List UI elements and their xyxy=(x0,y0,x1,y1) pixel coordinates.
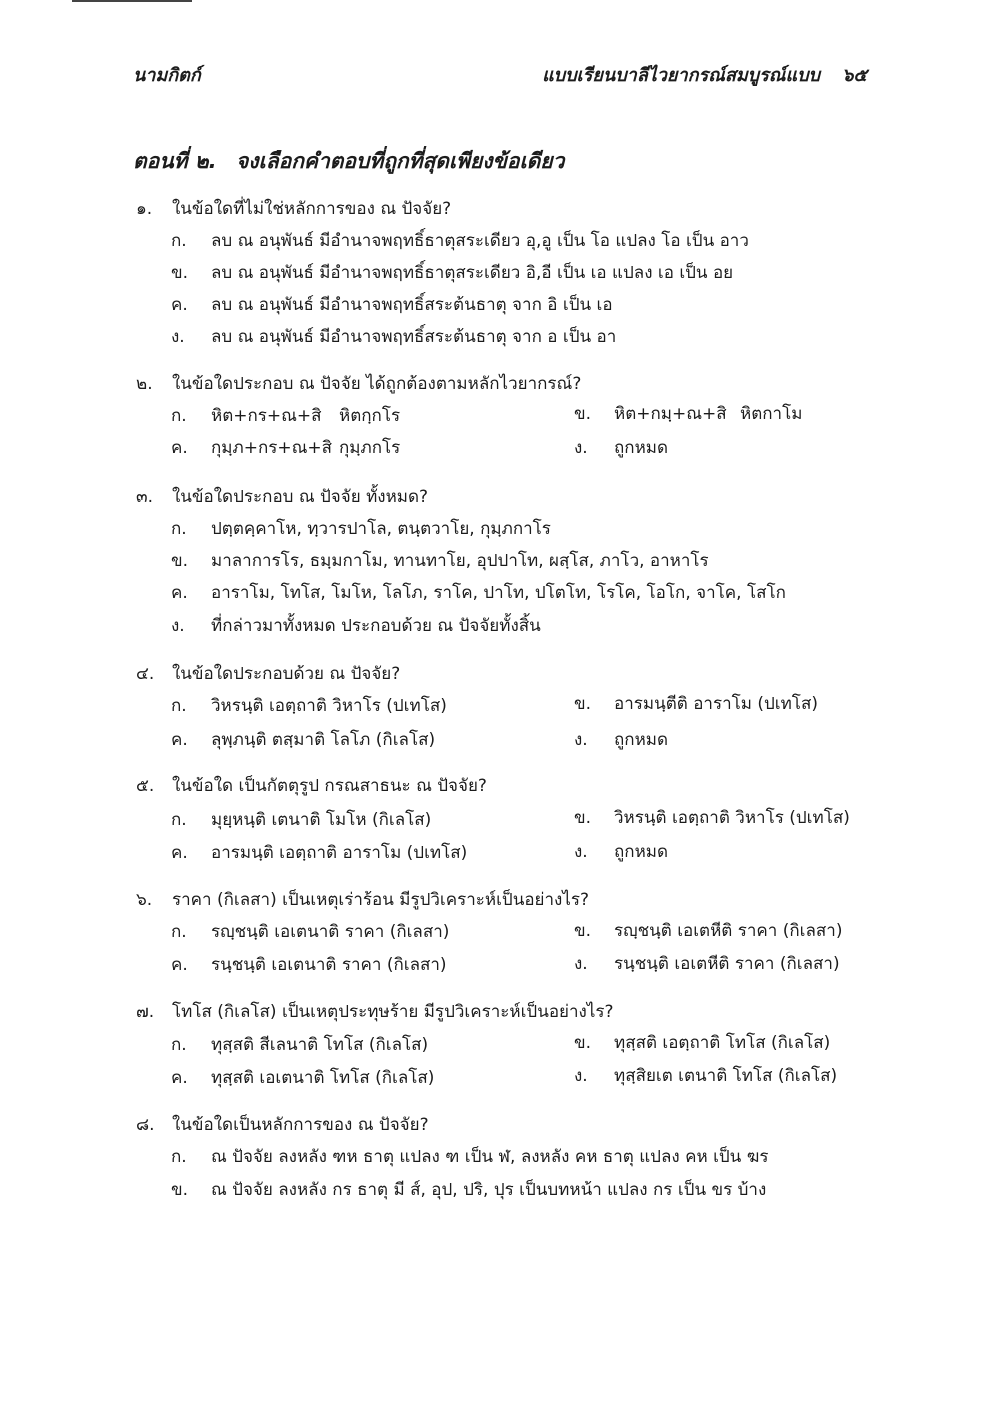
question-text: ในข้อใดที่ไม่ใช่หลักการของ ณ ปัจจัย? xyxy=(172,199,452,219)
option-6c: ค. รนฺชนฺติ เอเตนาติ ราคา (กิเลสา) xyxy=(171,955,447,975)
option-4a: ก. วิหรนฺติ เอตฺถาติ วิหาโร (ปเทโส) xyxy=(171,696,447,716)
section-heading xyxy=(133,145,564,178)
question-1 xyxy=(136,195,451,222)
question-text: ในข้อใดประกอบด้วย ณ ปัจจัย? xyxy=(172,664,401,684)
question-8 xyxy=(136,1111,429,1138)
top-rule xyxy=(72,0,192,2)
option-1a: ก. ลบ ณ อนุพันธ์ มีอำนาจพฤทธิ์ธาตุสระเดียว อุ,อู เป็น โอ แปลง โอ เป็น อาว xyxy=(171,231,749,251)
option-5c: ค. อารมนฺติ เอตฺถาติ อาราโม (ปเทโส) xyxy=(171,843,468,863)
question-text: ในข้อใดเป็นหลักการของ ณ ปัจจัย? xyxy=(172,1115,429,1135)
question-number: ๑. xyxy=(136,199,153,219)
question-7 xyxy=(136,998,614,1025)
option-7a: ก. ทุสฺสติ สีเลนาติ โทโส (กิเลโส) xyxy=(171,1035,429,1055)
question-number: ๖. xyxy=(136,890,153,910)
running-header-left: นามกิตก์ xyxy=(133,65,201,86)
question-number: ๕. xyxy=(136,776,155,796)
option-5b: ข. วิหรนฺติ เอตฺถาติ วิหาโร (ปเทโส) xyxy=(574,808,850,828)
option-4c: ค. ลุพฺภนฺติ ตสฺมาติ โลโภ (กิเลโส) xyxy=(171,730,436,750)
question-text: ราคา (กิเลสา) เป็นเหตุเร่าร้อน มีรูปวิเคราะห์เป็นอย่างไร? xyxy=(172,890,590,910)
option-8a: ก. ณ ปัจจัย ลงหลัง ฑห ธาตุ แปลง ฑ เป็น ฬ, ลงหลัง คห ธาตุ แปลง คห เป็น ฆร xyxy=(171,1147,769,1167)
question-number: ๘. xyxy=(136,1115,155,1135)
question-text: ในข้อใดประกอบ ณ ปัจจัย ทั้งหมด? xyxy=(172,487,429,507)
page-number: ๖๕ xyxy=(841,65,867,86)
question-4 xyxy=(136,660,400,687)
option-6b: ข. รญฺชนฺติ เอเตหีติ ราคา (กิเลสา) xyxy=(574,921,843,941)
option-4d: ง. ถูกหมด xyxy=(574,730,669,750)
option-1b: ข. ลบ ณ อนุพันธ์ มีอำนาจพฤทธิ์ธาตุสระเดียว อิ,อี เป็น เอ แปลง เอ เป็น อย xyxy=(171,263,734,283)
question-5 xyxy=(136,772,487,799)
question-text: ในข้อใด เป็นกัตตุรูป กรณสาธนะ ณ ปัจจัย? xyxy=(172,776,487,796)
question-number: ๓. xyxy=(136,487,154,507)
option-6a: ก. รญฺชนฺติ เอเตนาติ ราคา (กิเลสา) xyxy=(171,922,450,942)
question-3 xyxy=(136,483,428,510)
question-text: ในข้อใดประกอบ ณ ปัจจัย ได้ถูกต้องตามหลักไวยากรณ์? xyxy=(172,374,582,394)
option-4b: ข. อารมนฺตีติ อาราโม (ปเทโส) xyxy=(574,694,818,714)
option-8b: ข. ณ ปัจจัย ลงหลัง กร ธาตุ มี ส์, อุป, ปริ, ปุร เป็นบทหน้า แปลง กร เป็น ขร บ้าง xyxy=(171,1180,767,1200)
option-1c: ค. ลบ ณ อนุพันธ์ มีอำนาจพฤทธิ์สระต้นธาตุ จาก อิ เป็น เอ xyxy=(171,295,613,315)
section-label: ตอนที่ ๒. xyxy=(133,149,217,173)
option-7c: ค. ทุสฺสติ เอเตนาติ โทโส (กิเลโส) xyxy=(171,1068,435,1088)
option-7b: ข. ทุสฺสติ เอตฺถาติ โทโส (กิเลโส) xyxy=(574,1033,831,1053)
option-2d: ง. ถูกหมด xyxy=(574,438,669,458)
option-2b: ข. หิต+กมฺ+ณ+สิ หิตกาโม xyxy=(574,404,803,424)
book-title: แบบเรียนบาลีไวยากรณ์สมบูรณ์แบบ xyxy=(542,65,820,86)
question-2 xyxy=(136,370,581,397)
option-5d: ง. ถูกหมด xyxy=(574,842,669,862)
question-text: โทโส (กิเลโส) เป็นเหตุประทุษร้าย มีรูปวิเคราะห์เป็นอย่างไร? xyxy=(172,1002,614,1022)
option-1d: ง. ลบ ณ อนุพันธ์ มีอำนาจพฤทธิ์สระต้นธาตุ จาก อ เป็น อา xyxy=(171,327,617,347)
section-instruction: จงเลือกคำตอบที่ถูกที่สุดเพียงข้อเดียว xyxy=(236,149,565,173)
running-header-right xyxy=(542,60,867,89)
option-7d: ง. ทุสฺสิยเต เตนาติ โทโส (กิเลโส) xyxy=(574,1066,838,1086)
option-3d: ง. ที่กล่าวมาทั้งหมด ประกอบด้วย ณ ปัจจัยทั้งสิ้น xyxy=(171,616,541,636)
option-5a: ก. มุยฺหนฺติ เตนาติ โมโห (กิเลโส) xyxy=(171,810,432,830)
question-number: ๒. xyxy=(136,374,153,394)
option-3a: ก. ปตฺตคฺคาโห, ทฺวารปาโล, ตนฺตวาโย, กุมฺภกาโร xyxy=(171,519,551,539)
question-number: ๔. xyxy=(136,664,155,684)
option-3b: ข. มาลาการโร, ธมฺมกาโม, ทานทาโย, อุปปาโท, ผสฺโส, ภาโว, อาหาโร xyxy=(171,551,709,571)
option-2a: ก. หิต+กร+ณ+สิ หิตกฺกโร xyxy=(171,406,401,426)
option-3c: ค. อาราโม, โทโส, โมโห, โลโภ, ราโค, ปาโท, ปโตโท, โรโค, โอโก, จาโค, โสโก xyxy=(171,583,786,603)
question-6 xyxy=(136,886,589,913)
question-number: ๗. xyxy=(136,1002,155,1022)
option-2c: ค. กุมฺภ+กร+ณ+สิ กุมฺภกโร xyxy=(171,438,401,458)
option-6d: ง. รนฺชนฺติ เอเตหีติ ราคา (กิเลสา) xyxy=(574,954,840,974)
